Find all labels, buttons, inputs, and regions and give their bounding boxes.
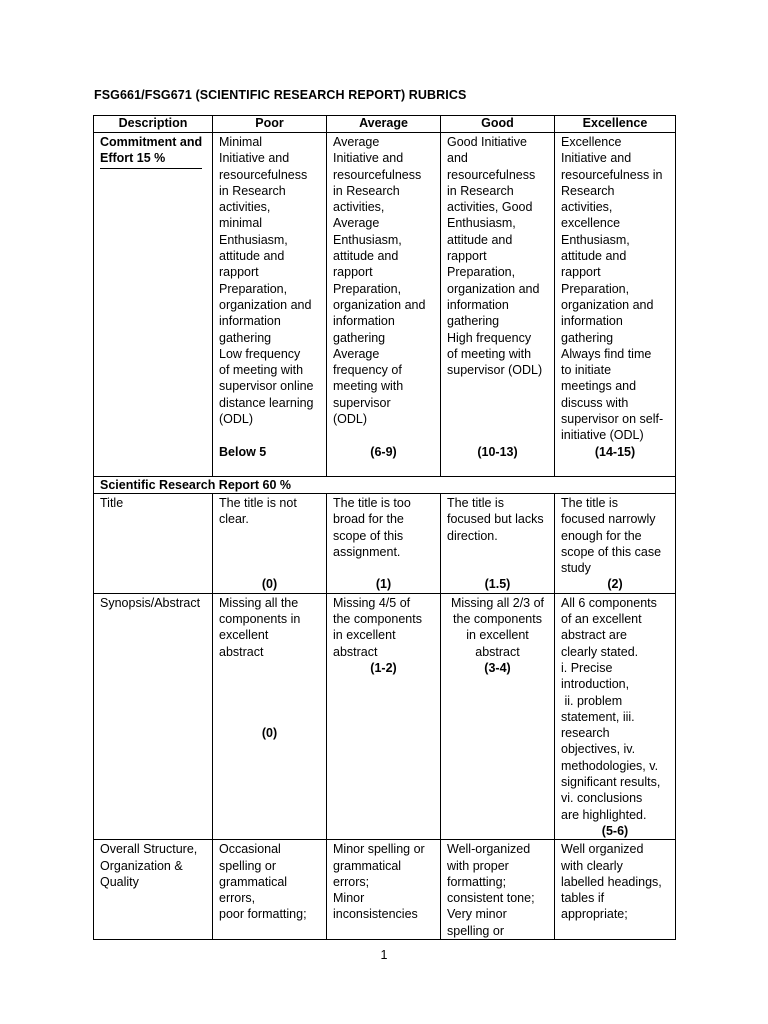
page-number: 1 bbox=[380, 948, 388, 962]
abstract-description: Synopsis/Abstract bbox=[94, 593, 213, 839]
text-line: Preparation, bbox=[447, 265, 516, 280]
text-line: attitude and bbox=[333, 249, 399, 264]
text-line: The title is bbox=[447, 496, 504, 510]
commitment-good-score: (10-13) bbox=[477, 444, 518, 459]
text-line: (ODL) bbox=[219, 412, 254, 427]
text-line: i. Precise bbox=[561, 660, 613, 675]
text-line: broad for the bbox=[333, 512, 404, 527]
text-line: errors; bbox=[333, 874, 370, 889]
text-line: High frequency bbox=[447, 330, 532, 345]
text-line: supervisor on self- bbox=[561, 412, 664, 427]
text-line: labelled headings, bbox=[561, 874, 662, 889]
text-line: ii. problem bbox=[561, 693, 623, 708]
structure-poor bbox=[213, 840, 327, 940]
text-line: rapport bbox=[333, 265, 373, 280]
text-line: in excellent bbox=[333, 628, 396, 643]
text-line: activities, Good bbox=[447, 200, 533, 215]
abstract-good-score: (3-4) bbox=[484, 660, 511, 675]
text-line: Missing 4/5 of bbox=[333, 595, 411, 610]
text-line: Minimal bbox=[219, 135, 263, 149]
text-line: Always find time bbox=[561, 346, 652, 361]
text-line: resourcefulness in bbox=[561, 167, 663, 182]
text-line: to initiate bbox=[561, 363, 612, 378]
text-line: information bbox=[219, 314, 281, 329]
text-line: Enthusiasm, bbox=[561, 232, 630, 247]
text-line: organization and bbox=[219, 297, 312, 312]
text-line: study bbox=[561, 561, 591, 576]
text-line: gathering bbox=[333, 330, 386, 345]
text-line: rapport bbox=[447, 249, 487, 264]
text-line: Minor spelling or bbox=[333, 842, 425, 857]
abstract-excellence bbox=[555, 593, 676, 839]
commitment-average-score: (6-9) bbox=[370, 444, 397, 459]
text-line: the components bbox=[333, 612, 422, 627]
text-line: in Research bbox=[333, 183, 400, 198]
commitment-description: Commitment and Effort 15 % bbox=[94, 133, 213, 477]
structure-row bbox=[94, 840, 676, 940]
text-line: Enthusiasm, bbox=[219, 232, 288, 247]
text-line: focused narrowly bbox=[561, 512, 656, 527]
text-line: gathering bbox=[219, 330, 272, 345]
text-line: spelling or bbox=[219, 858, 276, 873]
text-line: assignment. bbox=[333, 544, 401, 559]
text-line: Initiative and bbox=[561, 151, 632, 166]
text-line: activities, bbox=[219, 200, 271, 215]
text-line: meetings and bbox=[561, 379, 637, 394]
text-line: Quality bbox=[100, 874, 139, 889]
text-line: Occasional bbox=[219, 842, 281, 857]
text-line: formatting; bbox=[447, 874, 507, 889]
title-average bbox=[327, 494, 441, 594]
text-line: excellent bbox=[219, 628, 269, 643]
text-line: discuss with bbox=[561, 395, 629, 410]
text-line: information bbox=[333, 314, 395, 329]
text-line: Well-organized bbox=[447, 842, 531, 857]
text-line: minimal bbox=[219, 216, 263, 231]
text-line: Preparation, bbox=[561, 281, 630, 296]
text-line: attitude and bbox=[219, 249, 285, 264]
text-line: Very minor bbox=[447, 907, 507, 922]
text-line: information bbox=[447, 297, 509, 312]
text-line: Research bbox=[561, 183, 615, 198]
text-line: with proper bbox=[447, 858, 509, 873]
structure-average bbox=[327, 840, 441, 940]
text-line: the components bbox=[453, 612, 542, 627]
structure-excellence bbox=[555, 840, 676, 940]
text-line: (ODL) bbox=[333, 412, 368, 427]
text-line: Organization & bbox=[100, 858, 183, 873]
text-line: abstract are bbox=[561, 628, 628, 643]
text-line: rapport bbox=[561, 265, 601, 280]
text-line: vi. conclusions bbox=[561, 791, 643, 806]
text-line: Initiative and bbox=[219, 151, 290, 166]
text-line: Enthusiasm, bbox=[333, 232, 402, 247]
section-row-report bbox=[94, 477, 676, 494]
text-line: supervisor (ODL) bbox=[447, 363, 543, 378]
text-line: supervisor bbox=[333, 395, 391, 410]
text-line: Good Initiative bbox=[447, 135, 527, 149]
text-line: spelling or bbox=[447, 923, 504, 938]
text-line: abstract bbox=[219, 644, 264, 659]
text-line: poor formatting; bbox=[219, 907, 307, 922]
commitment-row bbox=[94, 133, 676, 477]
text-line: introduction, bbox=[561, 677, 630, 692]
text-line: enough for the bbox=[561, 528, 642, 543]
title-average-score: (1) bbox=[375, 577, 392, 592]
abstract-excellence-score: (5-6) bbox=[601, 823, 629, 838]
text-line: All 6 components bbox=[561, 595, 657, 610]
header-excellence: Excellence bbox=[555, 116, 676, 133]
header-average: Average bbox=[327, 116, 441, 133]
text-line: Missing all the bbox=[219, 595, 299, 610]
commitment-poor-score: Below 5 bbox=[219, 444, 267, 459]
text-line: activities, bbox=[561, 200, 613, 215]
commitment-poor bbox=[213, 133, 327, 477]
text-line: grammatical bbox=[219, 874, 288, 889]
text-line: resourcefulness bbox=[447, 167, 536, 182]
text-line: gathering bbox=[447, 314, 500, 329]
title-good bbox=[441, 494, 555, 594]
text-line: in Research bbox=[219, 183, 286, 198]
text-line: statement, iii. bbox=[561, 709, 635, 724]
rubric-table bbox=[93, 115, 676, 940]
text-line: tables if bbox=[561, 891, 605, 906]
header-good: Good bbox=[441, 116, 555, 133]
abstract-good bbox=[441, 593, 555, 839]
text-line: abstract bbox=[333, 644, 378, 659]
abstract-average bbox=[327, 593, 441, 839]
text-line: abstract bbox=[475, 644, 520, 659]
text-line: of an excellent bbox=[561, 612, 642, 627]
text-line: frequency of bbox=[333, 363, 402, 378]
text-line: Excellence bbox=[561, 135, 622, 149]
text-line: Minor bbox=[333, 891, 365, 906]
text-line: consistent tone; bbox=[447, 891, 535, 906]
text-line: Average bbox=[333, 346, 380, 361]
text-line: appropriate; bbox=[561, 907, 628, 922]
text-line: The title is bbox=[561, 496, 618, 510]
text-line: Overall Structure, bbox=[100, 842, 198, 857]
text-line: scope of this bbox=[333, 528, 404, 543]
text-line: attitude and bbox=[561, 249, 627, 264]
text-line: organization and bbox=[561, 297, 654, 312]
text-line: focused but lacks bbox=[447, 512, 544, 527]
text-line: organization and bbox=[333, 297, 426, 312]
text-line: distance learning bbox=[219, 395, 314, 410]
text-line: scope of this case bbox=[561, 544, 662, 559]
text-line: Average bbox=[333, 216, 380, 231]
text-line: meeting with bbox=[333, 379, 404, 394]
text-line: gathering bbox=[561, 330, 614, 345]
text-line: Well organized bbox=[561, 842, 644, 857]
text-line: activities, bbox=[333, 200, 385, 215]
text-line: The title is not bbox=[219, 496, 297, 510]
text-line: errors, bbox=[219, 891, 256, 906]
commitment-excellence-score: (14-15) bbox=[594, 444, 636, 459]
text-line: clearly stated. bbox=[561, 644, 639, 659]
text-line: The title is too bbox=[333, 496, 411, 510]
text-line: inconsistencies bbox=[333, 907, 418, 922]
text-line: excellence bbox=[561, 216, 621, 231]
text-line: components in bbox=[219, 612, 301, 627]
abstract-poor-score: (0) bbox=[261, 726, 278, 741]
section-report-label: Scientific Research Report 60 % bbox=[94, 477, 676, 494]
abstract-row bbox=[94, 593, 676, 839]
text-line: are highlighted. bbox=[561, 807, 647, 822]
text-line: in Research bbox=[447, 183, 514, 198]
text-line: attitude and bbox=[447, 232, 513, 247]
text-line: research bbox=[561, 726, 610, 741]
text-line: of meeting with bbox=[447, 346, 532, 361]
header-poor: Poor bbox=[213, 116, 327, 133]
text-line: organization and bbox=[447, 281, 540, 296]
commitment-average bbox=[327, 133, 441, 477]
title-excellence bbox=[555, 494, 676, 594]
text-line: in excellent bbox=[466, 628, 529, 643]
title-poor-score: (0) bbox=[261, 577, 278, 592]
structure-description bbox=[94, 840, 213, 940]
text-line: direction. bbox=[447, 528, 498, 543]
text-line: and bbox=[447, 151, 468, 166]
title-description: Title bbox=[94, 494, 213, 594]
text-line: Average bbox=[333, 135, 380, 149]
text-line: clear. bbox=[219, 512, 249, 527]
text-line: resourcefulness bbox=[219, 167, 308, 182]
text-line: with clearly bbox=[561, 858, 623, 873]
structure-good bbox=[441, 840, 555, 940]
abstract-poor bbox=[213, 593, 327, 839]
title-row bbox=[94, 494, 676, 594]
abstract-average-score: (1-2) bbox=[370, 660, 397, 675]
text-line: Enthusiasm, bbox=[447, 216, 516, 231]
text-line: methodologies, v. bbox=[561, 758, 659, 773]
title-excellence-score: (2) bbox=[607, 577, 623, 592]
text-line: resourcefulness bbox=[333, 167, 422, 182]
commitment-excellence bbox=[555, 133, 676, 477]
text-line: initiative (ODL) bbox=[561, 428, 644, 443]
text-line: significant results, bbox=[561, 775, 661, 790]
header-row bbox=[94, 116, 676, 133]
header-description: Description bbox=[94, 116, 213, 133]
text-line: Preparation, bbox=[333, 281, 402, 296]
page-title: FSG661/FSG671 (SCIENTIFIC RESEARCH REPORT) RUBRICS bbox=[94, 88, 467, 102]
text-line: information bbox=[561, 314, 623, 329]
text-line: of meeting with bbox=[219, 363, 304, 378]
title-poor bbox=[213, 494, 327, 594]
text-line: Missing all 2/3 of bbox=[450, 595, 545, 610]
text-line: Preparation, bbox=[219, 281, 288, 296]
text-line: rapport bbox=[219, 265, 259, 280]
title-good-score: (1.5) bbox=[484, 577, 511, 592]
text-line: Low frequency bbox=[219, 346, 301, 361]
text-line: objectives, iv. bbox=[561, 742, 636, 757]
commitment-good bbox=[441, 133, 555, 477]
text-line: supervisor online bbox=[219, 379, 314, 394]
text-line: Initiative and bbox=[333, 151, 404, 166]
text-line: grammatical bbox=[333, 858, 402, 873]
